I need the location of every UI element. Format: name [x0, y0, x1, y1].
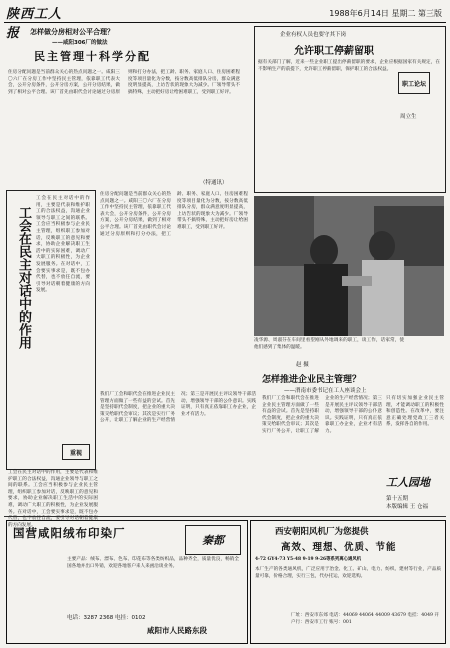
- forum-stamp: 职工论坛: [398, 72, 430, 94]
- right-box-body: 据有关部门了解，近来一些企业职工提出停薪留职的要求，企业应根据国家有关规定，在不影响生产的前提下，允许职工停薪留职，保护职工的合法权益。: [258, 60, 440, 72]
- middle-article-body-left: 我们厂工会和职代会在推进企业民主管理方面做了一些有益的尝试。首先是坚持职代会制度，把企业的重大决策交给职代会审议；其次是实行厂务公开，让职工了解企业的生产经营情况；第三是开展民主评议领导干部活动，增强领导干部的公仆意识。实践证明，只有真正依靠职工办企业，企业才有活力。: [100, 392, 256, 424]
- right-lower-text: 只有切实加强企业民主管理，才能调动职工的积极性和创造性。在改革中，要注意正确处理党政工三者关系，发挥各自的作用。: [386, 396, 444, 428]
- section-stamp-editor: 本版编辑 王 仓福: [386, 504, 428, 510]
- ad-left-body: 主要产品：绒布、漂布、色布、印花布等各类纺织品，品种齐全，质量优良，畅销全国各地并出口外销，欢迎各地客户来人来函洽谈业务。: [67, 557, 239, 569]
- top-article-kicker2: ——咸阳306厂的做法: [52, 40, 108, 46]
- ad-right-slogan: 高效、理想、优质、节能: [281, 542, 397, 553]
- dateline: 1988年6月14日 星期二 第三版: [329, 9, 442, 18]
- ad-left-address: 咸阳市人民路东段: [147, 626, 207, 635]
- top-article-headline: 民主管理十科学分配: [34, 50, 151, 63]
- left-column-vertical-title: 工会在民主对话中的作用: [16, 206, 31, 349]
- ad-right: [250, 520, 446, 644]
- photo-image: [254, 196, 444, 336]
- right-box-byline: 周立生: [400, 114, 417, 120]
- ad-left-company: 国营咸阳绒布印染厂: [13, 526, 126, 540]
- ad-left: [6, 520, 248, 644]
- ads-divider: [4, 516, 446, 517]
- middle-article-body-right: 我们厂工会和职代会在推进企业民主管理方面做了一些有益的尝试。首先是坚持职代会制度，把企业的重大决策交给职代会审议；其次是实行厂务公开，让职工了解企业的生产经营情况；第三是开展民主评议领导干部活动，增强领导干部的公仆意识。实践证明，只有真正依靠职工办企业，企业才有活力。: [262, 396, 382, 434]
- ad-right-body: 本厂生产的各类通风机，广泛应用于冶金、化工、矿山、电力、纺织、建材等行业，产品质量可靠，价格合理，实行三包，代办托运，欢迎选购。: [255, 567, 441, 579]
- top-article-byline: （特通讯）: [200, 180, 228, 186]
- right-box-kicker: 企业有权人员也要守其下岗: [280, 32, 347, 38]
- middle-left-text: 住房分配问题是当前群众关心的热点问题之一。咸阳三〇六厂在分房工作中坚持民主管理，依靠职工代表大会，公开分房条件，公开分房方案，公开分房结果，做到了相对公平合理。该厂首先由职代会讨论通过分房原则和打分办法，把工龄、职务、家庭人口、住房困难程度等项目量化为分数，按分数高低排队分房，群众满意度明显提高，上访告状的现象大为减少。厂领导带头不搞特殊，主动把好房让给困难职工，受到职工好评。: [100, 192, 248, 237]
- middle-article-headline: 怎样推进企业民主管理？: [262, 375, 362, 385]
- left-column-text: 工会在民主对话中的作用，主要是代表和维护职工的合法权益，沟通企业领导与职工之间的联系。工会应当积极参与企业民主管理，组织职工参加对话，反映职工的意见和要求，协助企业解决职工生活中的实际困难，调动广大职工的积极性，为企业发展服务。在对话中，工会要实事求是，既不包办代替，也不放任自流，要引导对话朝着健康的方向发展。: [36, 196, 90, 294]
- middle-article-sub: ——渭南市委书记在工人座谈会上: [284, 388, 367, 394]
- ad-left-phone: 电话：3287 2368 电挂：0102: [67, 615, 146, 621]
- ad-right-models: 4-72 GY4-73 Y5-48 9-19 9-26等系列离心通风机: [255, 557, 362, 562]
- section-stamp-issue: 第十五期: [386, 496, 409, 502]
- left-bottom-text: 工会在民主对话中的作用，主要是代表和维护职工的合法权益，沟通企业领导与职工之间的联系。工会应当积极参与企业民主管理，组织职工参加对话，反映职工的意见和要求，协助企业解决职工生活中的实际困难，调动广大职工的积极性，为企业发展服务。在对话中，工会要实事求是，既不包办代替，也不放任自流，要引导对话朝着健康的方向发展。: [8, 470, 98, 528]
- masthead-logo: 陕西工人报: [6, 7, 63, 41]
- section-stamp-title: 工人园地: [386, 476, 430, 489]
- left-column-tag: 重视: [62, 444, 90, 460]
- news-photo: [254, 196, 444, 336]
- photo-caption: 凌华源、周淑芬在车间里看望刚从外地调来的职工，谈工作，话家常，使他们感到了集体的温暖。: [254, 338, 404, 350]
- top-article-kicker: 怎样做分房相对公平合理？: [30, 28, 114, 36]
- top-article-body: 住房分配问题是当前群众关心的热点问题之一。咸阳三〇六厂在分房工作中坚持民主管理，依靠职工代表大会，公开分房条件，公开分房方案，公开分房结果，做到了相对公平合理。该厂首先由职代会讨论通过分房原则和打分办法，把工龄、职务、家庭人口、住房困难程度等项目量化为分数，按分数高低排队分房，群众满意度明显提高，上访告状的现象大为减少。厂领导带头不搞特殊，主动把好房让给困难职工，受到职工好评。: [8, 70, 240, 95]
- photo-credit: 赵 摄: [296, 362, 309, 368]
- section-stamp: [386, 474, 444, 514]
- ad-left-logo: 秦都: [185, 525, 241, 555]
- ad-right-company: 西安朝阳风机厂为您提供: [275, 527, 369, 537]
- ad-right-contact: 厂址：西安市东郊 电话：44069 44064 44009 43679 电挂：4049 开户行：西安市工行 账号：001: [291, 613, 439, 625]
- right-box-headline: 允许职工停薪留职: [294, 46, 374, 57]
- masthead-rule: [4, 22, 446, 23]
